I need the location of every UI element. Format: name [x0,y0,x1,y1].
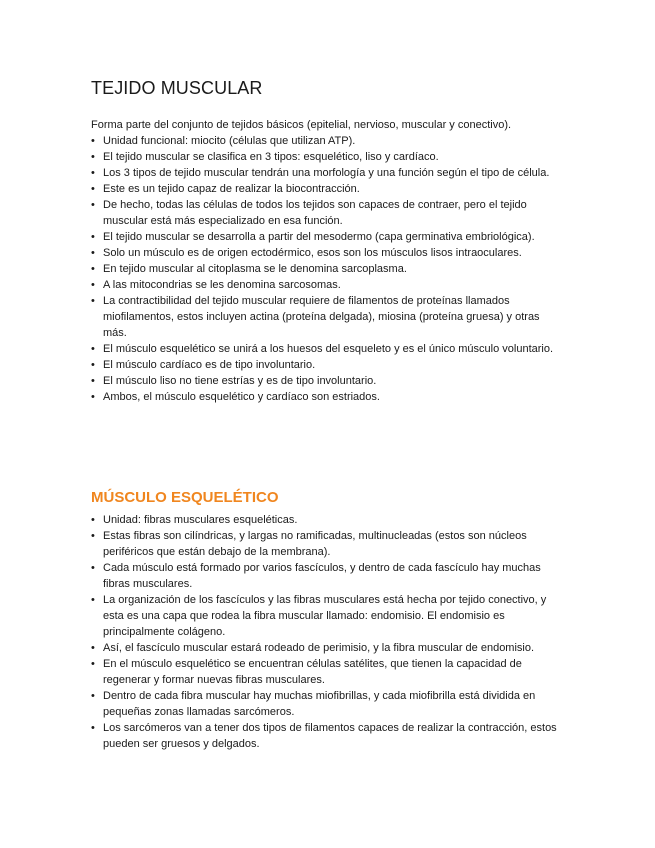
bullet-icon: • [91,722,95,734]
list-item-text: Así, el fascículo muscular estará rodeado de perimisio, y la fibra muscular de endomisio. [103,642,535,654]
list-item-text: Cada músculo está formado por varios fascículos, y dentro de cada fascículo hay muchas fibras musculares. [103,562,541,590]
list-item-text: Los sarcómeros van a tener dos tipos de filamentos capaces de realizar la contracción, estos pueden ser gruesos y delgados. [103,722,557,750]
list-item-text: Unidad funcional: miocito (células que utilizan ATP). [103,135,356,147]
list-item-text: Los 3 tipos de tejido muscular tendrán una morfología y una función según el tipo de célula. [103,167,550,179]
bullet-icon: • [91,690,95,702]
list-item [91,165,561,181]
bullet-icon: • [91,279,95,291]
list-item-text: Dentro de cada fibra muscular hay muchas miofibrillas, y cada miofibrilla está dividida en pequeñas zonas llamadas sarcómeros. [103,690,536,718]
list-item-text: A las mitocondrias se les denomina sarcosomas. [103,279,341,291]
list-item [91,720,561,752]
bullet-icon: • [91,135,95,147]
list-item [91,181,561,197]
list-item [91,245,561,261]
bullet-icon: • [91,199,95,211]
bullet-icon: • [91,514,95,526]
bullet-icon: • [91,343,95,355]
bullet-icon: • [91,594,95,606]
list-item [91,357,561,373]
bullet-icon: • [91,391,95,403]
list-item [91,528,561,560]
bullet-icon: • [91,263,95,275]
list-item-text: Unidad: fibras musculares esqueléticas. [103,514,298,526]
list-item-text: La organización de los fascículos y las fibras musculares está hecha por tejido conectivo, y esta es una capa que rodea la fibra muscular llamado: endomisio. El endomisio es principalmente colágeno. [103,594,547,638]
list-item-text: El músculo cardíaco es de tipo involuntario. [103,359,316,371]
list-item [91,149,561,165]
list-item [91,261,561,277]
bullet-icon: • [91,247,95,259]
list-item [91,389,561,405]
list-item-text: De hecho, todas las células de todos los tejidos son capaces de contraer, pero el tejido muscular está más especializado en esa función. [103,199,527,227]
list-item [91,592,561,640]
list-item [91,640,561,656]
bullet-list-musculo-esqueletico [91,512,561,752]
list-item [91,373,561,389]
list-item-text: El tejido muscular se clasifica en 3 tipos: esquelético, liso y cardíaco. [103,151,439,163]
section-title-musculo-esqueletico: MÚSCULO ESQUELÉTICO [91,489,279,506]
list-item [91,197,561,229]
list-item [91,656,561,688]
list-item-text: El músculo liso no tiene estrías y es de tipo involuntario. [103,375,377,387]
list-item-text: Ambos, el músculo esquelético y cardíaco son estriados. [103,391,380,403]
list-item [91,133,561,149]
bullet-icon: • [91,359,95,371]
bullet-icon: • [91,530,95,542]
list-item [91,560,561,592]
bullet-icon: • [91,375,95,387]
list-item-text: La contractibilidad del tejido muscular requiere de filamentos de proteínas llamados miofilamentos, estos incluyen actina (proteína delgada), miosina (proteína gruesa) y otras más. [103,295,540,339]
bullet-list-tejido-muscular [91,133,561,405]
list-item-text: En tejido muscular al citoplasma se le denomina sarcoplasma. [103,263,407,275]
bullet-icon: • [91,231,95,243]
list-item-text: El tejido muscular se desarrolla a partir del mesodermo (capa germinativa embriológica). [103,231,535,243]
list-item-text: Estas fibras son cilíndricas, y largas no ramificadas, multinucleadas (estos son núcleos periféricos que están debajo de la membrana). [103,530,527,558]
intro-paragraph: Forma parte del conjunto de tejidos básicos (epitelial, nervioso, muscular y conectivo). [91,119,512,131]
bullet-icon: • [91,642,95,654]
bullet-icon: • [91,658,95,670]
list-item [91,229,561,245]
list-item [91,688,561,720]
list-item-text: En el músculo esquelético se encuentran células satélites, que tienen la capacidad de regenerar y formar nuevas fibras musculares. [103,658,522,686]
list-item-text: Solo un músculo es de origen ectodérmico, esos son los músculos lisos intraoculares. [103,247,522,259]
list-item [91,512,561,528]
bullet-icon: • [91,562,95,574]
bullet-icon: • [91,151,95,163]
section-title-tejido-muscular: TEJIDO MUSCULAR [91,78,263,98]
list-item [91,293,561,341]
bullet-icon: • [91,295,95,307]
list-item [91,341,561,357]
bullet-icon: • [91,167,95,179]
list-item-text: Este es un tejido capaz de realizar la biocontracción. [103,183,360,195]
list-item-text: El músculo esquelético se unirá a los huesos del esqueleto y es el único músculo voluntario. [103,343,554,355]
bullet-icon: • [91,183,95,195]
list-item [91,277,561,293]
